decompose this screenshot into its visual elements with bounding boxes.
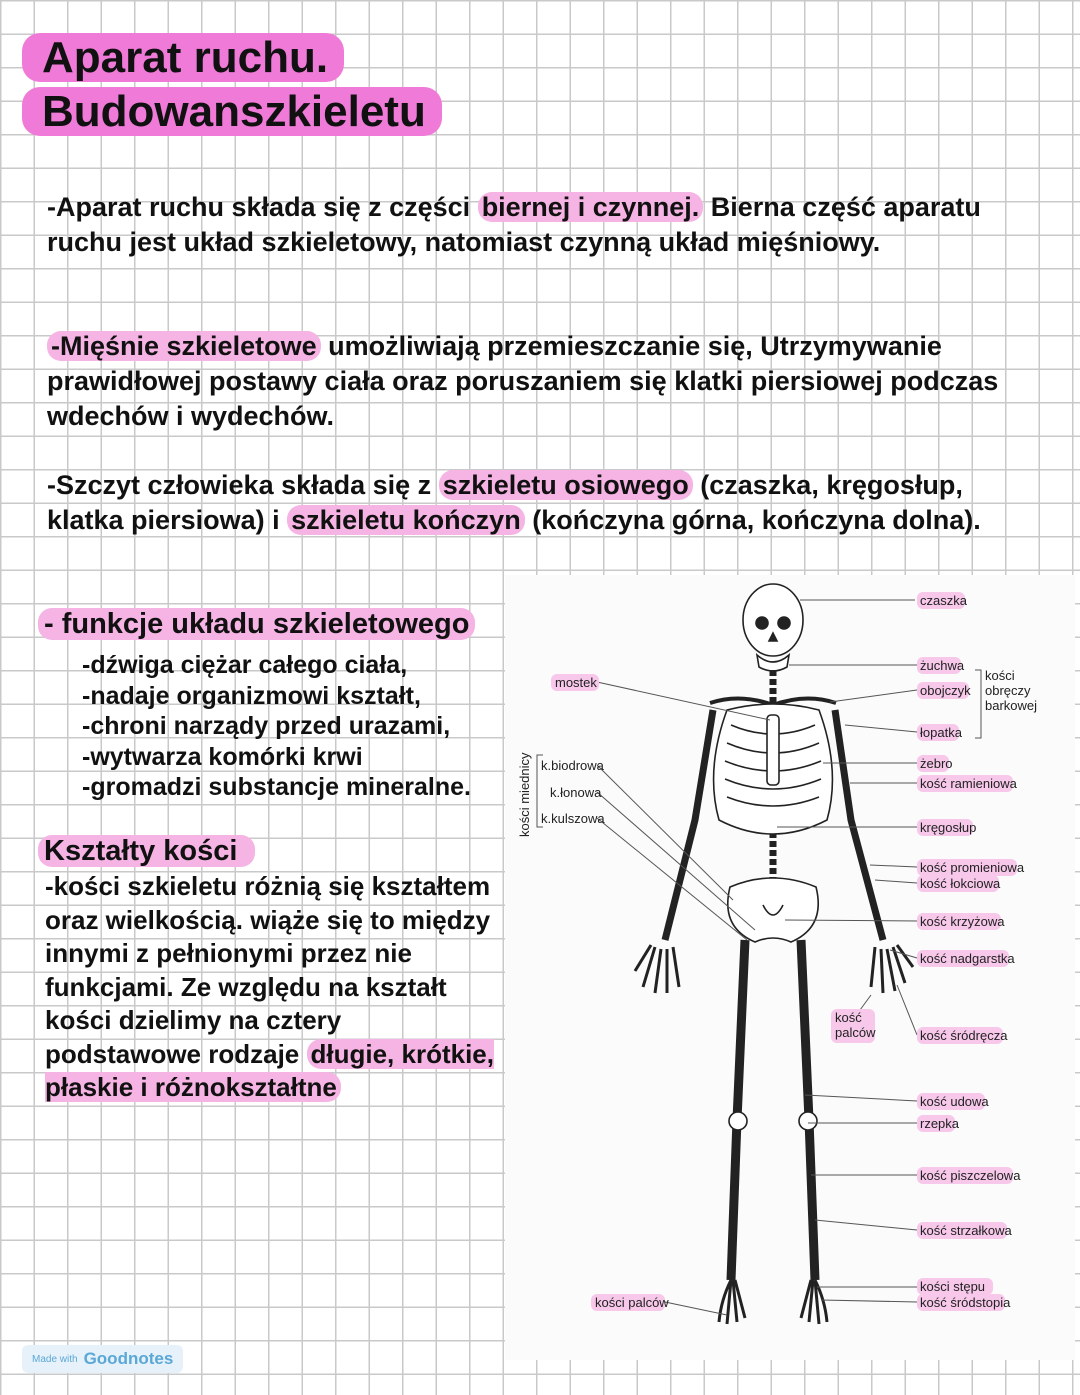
highlight-biernej-czynnej: biernej i czynnej. — [478, 192, 704, 222]
skeleton-illustration — [505, 575, 1075, 1360]
label-zebro: żebro — [920, 756, 953, 771]
label-miednicy: kości miednicy — [517, 752, 532, 837]
made-with-badge: Made with Goodnotes — [22, 1345, 183, 1373]
label-obojczyk: obojczyk — [920, 683, 971, 698]
shapes-paragraph: -kości szkieletu różnią się kształtem oraz wielkością. wiąże się to między innymi z pełnionymi przez nie funkcjami. Ze względu na kształt kości dzielimy na cztery podstawowe rodzaje długie, krótkie, płaskie i różnokształtne — [45, 871, 494, 1102]
label-palcow-2: palców — [835, 1025, 876, 1040]
functions-heading: - funkcje układu szkieletowego — [38, 606, 475, 642]
label-srodstopia: kość śródstopia — [920, 1295, 1011, 1310]
highlight-szkieletu-konczyn: szkieletu kończyn — [287, 505, 525, 535]
label-biodrowa: k.biodrowa — [541, 758, 604, 773]
paragraph-aparat-ruchu: -Aparat ruchu składa się z części biernej i czynnej. Bierna część aparatu ruchu jest układ szkieletowy, natomiast czynną układ mięśniowy. — [47, 192, 981, 257]
highlight-bone-types: długie, krótkie, płaskie i różnokształtne — [45, 1038, 494, 1102]
label-kulszowa: k.kulszowa — [541, 811, 605, 826]
label-udowa: kość udowa — [920, 1094, 989, 1109]
label-strzalkowa: kość strzałkowa — [920, 1223, 1012, 1238]
label-obrecz-2: obręczy — [985, 683, 1031, 698]
list-item: -gromadzi substancje mineralne. — [82, 773, 471, 801]
label-palcow-stopy: kości palców — [595, 1295, 669, 1310]
page-title-line-2: Budowanszkieletu — [22, 88, 442, 136]
shapes-heading: Kształty kości — [38, 833, 255, 869]
label-promieniowa: kość promieniowa — [920, 860, 1025, 875]
label-lonowa: k.łonowa — [550, 785, 602, 800]
highlight-miesnie-szkieletowe: -Mięśnie szkieletowe — [47, 331, 321, 361]
list-item: -wytwarza komórki krwi — [82, 742, 363, 771]
label-zuchwa: żuchwa — [920, 658, 965, 673]
paragraph-miesnie: -Mięśnie szkieletowe umożliwiają przemieszczanie się, Utrzymywanie prawidłowej postawy ciała oraz poruszaniem się klatki piersiowej podczas wdechów i wydechów. — [47, 331, 999, 431]
highlight-szkieletu-osiowego: szkieletu osiowego — [439, 470, 693, 500]
label-nadgarstka: kość nadgarstka — [920, 951, 1015, 966]
label-lopatka: łopatka — [920, 725, 962, 740]
functions-list — [82, 650, 471, 803]
label-obrecz-1: kości — [985, 668, 1015, 683]
brand-name: Goodnotes — [83, 1349, 174, 1368]
label-krzyzowa: kość krzyżowa — [920, 914, 1005, 929]
skeleton-diagram — [505, 575, 1075, 1360]
label-rzepka: rzepka — [920, 1116, 960, 1131]
paragraph-szkielet: -Szczyt człowieka składa się z szkieletu osiowego (czaszka, kręgosłup, klatka piersiowa) i szkieletu kończyn (kończyna górna, kończyna dolna). — [47, 470, 981, 535]
label-czaszka: czaszka — [920, 593, 967, 608]
label-palcow-1: kość — [835, 1010, 862, 1025]
page-title-line-1: Aparat ruchu. — [22, 34, 344, 82]
label-piszczelowa: kość piszczelowa — [920, 1168, 1021, 1183]
label-mostek: mostek — [555, 675, 597, 690]
label-obrecz-3: barkowej — [985, 698, 1038, 713]
list-item: -chroni narządy przed urazami, — [82, 712, 451, 740]
label-ramieniowa: kość ramieniowa — [920, 776, 1017, 791]
label-srodrecza: kość śródręcza — [920, 1028, 1008, 1043]
list-item: -nadaje organizmowi kształt, — [82, 681, 421, 710]
label-kregoslup: kręgosłup — [920, 820, 977, 835]
label-stepu: kości stępu — [920, 1279, 986, 1294]
label-lokciowa: kość łokciowa — [920, 876, 1001, 891]
list-item: -dźwiga ciężar całego ciała, — [82, 651, 408, 679]
